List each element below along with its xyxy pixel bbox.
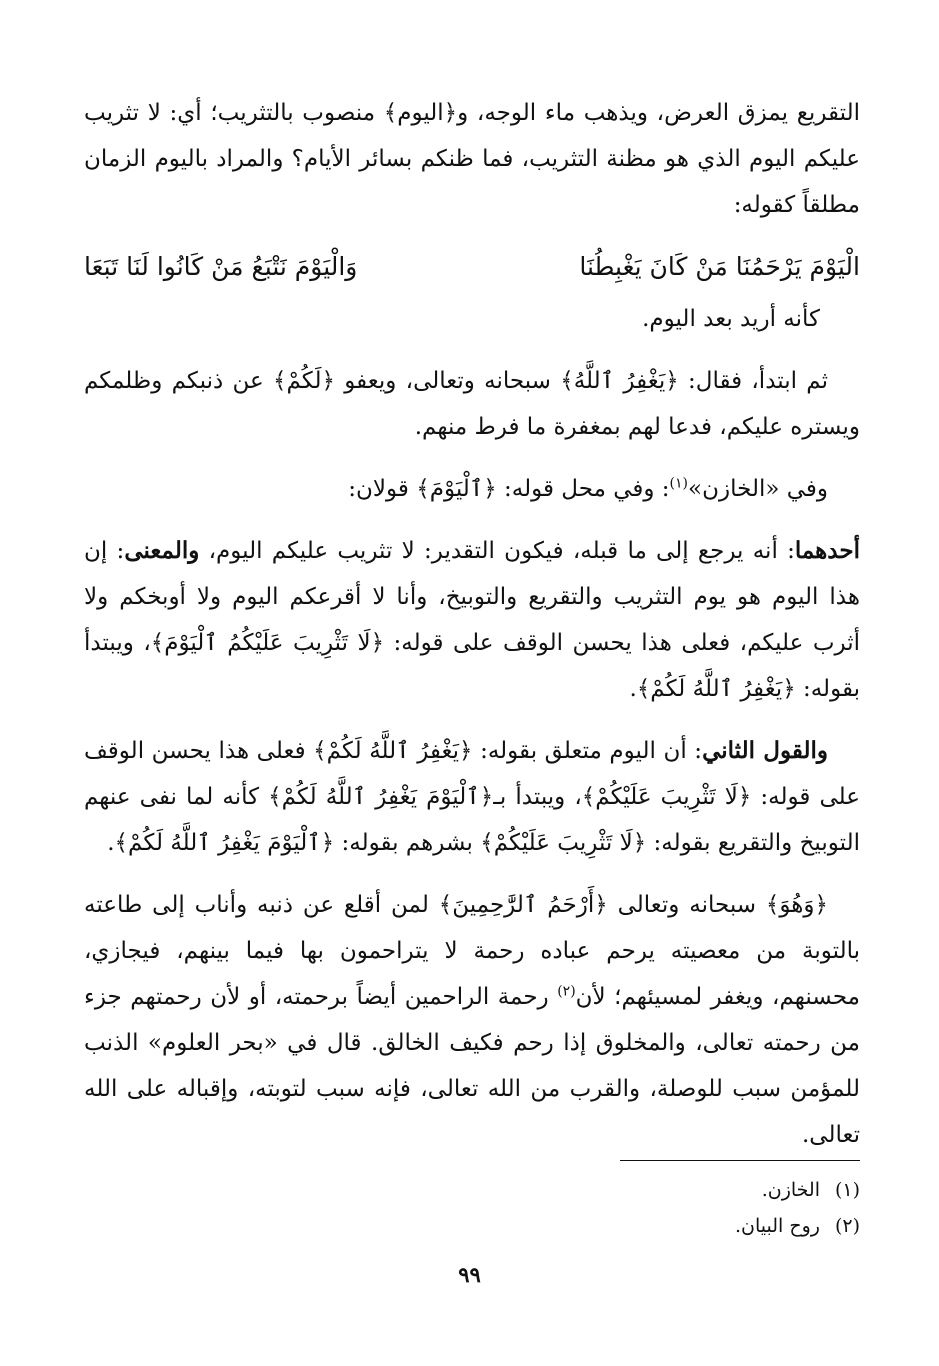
paragraph-3: ثم ابتدأ، فقال: ﴿يَغْفِرُ ٱللَّهُ﴾ سبحانه وتعالى، ويعفو ﴿لَكُمْ﴾ عن ذنبكم وظلمكم ويستره عليكم، فدعا لهم بمغفرة ما فرط منهم. [84,368,860,440]
first-opinion-text: : أنه يرجع إلى ما قبله، فيكون التقدير: لا تثريب عليكم اليوم، [208,538,795,564]
paragraph-4 [84,466,860,512]
footnote-1-number: (١) [834,1179,860,1201]
poem-first-hemistich: الْيَوْمَ يَرْحَمُنَا مَنْ كَانَ يَغْبِطُنَا [579,252,860,281]
paragraph-6 [84,728,860,866]
paragraph-2: كأنه أريد بعد اليوم. [642,306,820,332]
footnotes [460,1172,860,1244]
second-opinion-text: : أن اليوم متعلق بقوله: ﴿يَغْفِرُ ٱللَّهُ لَكُمْ﴾ فعلى هذا يحسن الوقف على قوله: ﴿لَا تَثْرِيبَ عَلَيْكُمْ﴾، ويبتدأ بـ﴿ٱلْيَوْمَ يَغْفِرُ ٱللَّهُ لَكُمْ﴾ كأنه لما نفى عنهم التوبيخ والتقريع بقوله: ﴿لَا تَثْرِيبَ عَلَيْكُمْ﴾ بشرهم بقوله: ﴿ٱلْيَوْمَ يَغْفِرُ ٱللَّهُ لَكُمْ﴾. [84,738,860,856]
page-number: ٩٩ [458,1262,481,1287]
paragraph-7-end: رحمة الراحمين أيضاً برحمته، أو لأن رحمتهم جزء من رحمته تعالى، والمخلوق إذا رحم فكيف الخالق. قال في «بحر العلوم» الذنب للمؤمن سبب للوصلة، والقرب من الله تعالى، فإنه سبب لتوبته، وإقباله على الله تعالى. [84,984,860,1148]
paragraph-5 [84,528,860,712]
paragraph-4-start: وفي «الخازن» [688,476,828,502]
second-opinion-heading: والقول الثاني [702,737,828,764]
page-body [84,90,860,1158]
footnote-ref-2: (٢) [557,983,576,1000]
paragraph-1: التقريع يمزق العرض، ويذهب ماء الوجه، و﴿اليوم﴾ منصوب بالتثريب؛ أي: لا تثريب عليكم اليوم الذي هو مظنة التثريب، فما ظنكم بسائر الأيام؟ والمراد باليوم الزمان مطلقاً كقوله: [84,100,860,218]
paragraph-4-end: : وفي محل قوله: ﴿ٱلْيَوْمَ﴾ قولان: [348,476,670,502]
meaning-heading: والمعنى [124,537,200,564]
poem-second-hemistich: وَالْيَوْمَ نَتْبَعُ مَنْ كَانُوا لَنَا تَبَعَا [84,252,358,281]
footnote-2 [460,1208,860,1244]
footnote-2-number: (٢) [834,1215,860,1237]
meaning-text: : إن هذا اليوم هو يوم التثريب والتقريع والتوبيخ، وأنا لا أقرعكم اليوم ولا أوبخكم ولا أثرب عليكم، فعلى هذا يحسن الوقف على قوله: ﴿لَا تَثْرِيبَ عَلَيْكُمُ ٱلْيَوْمَ﴾، ويبتدأ بقوله: ﴿يَغْفِرُ ٱللَّهُ لَكُمْ﴾. [84,538,860,702]
footnote-ref-1: (١) [669,475,689,492]
footnote-1-text: الخازن. [761,1179,820,1201]
footnote-1 [460,1172,860,1208]
paragraph-7-start: ﴿وَهُوَ﴾ سبحانه وتعالى ﴿أَرْحَمُ ٱلرَّٰحِمِينَ﴾ لمن أقلع عن ذنبه وأناب إلى طاعته بالتوبة من معصيته يرحم عباده رحمة لا يتراحمون بها فيما بينهم، فيجازي، محسنهم، ويغفر لمسيئهم؛ لأن [84,892,860,1010]
paragraph-7 [84,882,860,1158]
footnote-2-text: روح البيان. [735,1215,820,1237]
footnote-separator [620,1160,860,1161]
poem-verse [84,242,860,292]
first-opinion-heading: أحدهما [794,537,860,564]
